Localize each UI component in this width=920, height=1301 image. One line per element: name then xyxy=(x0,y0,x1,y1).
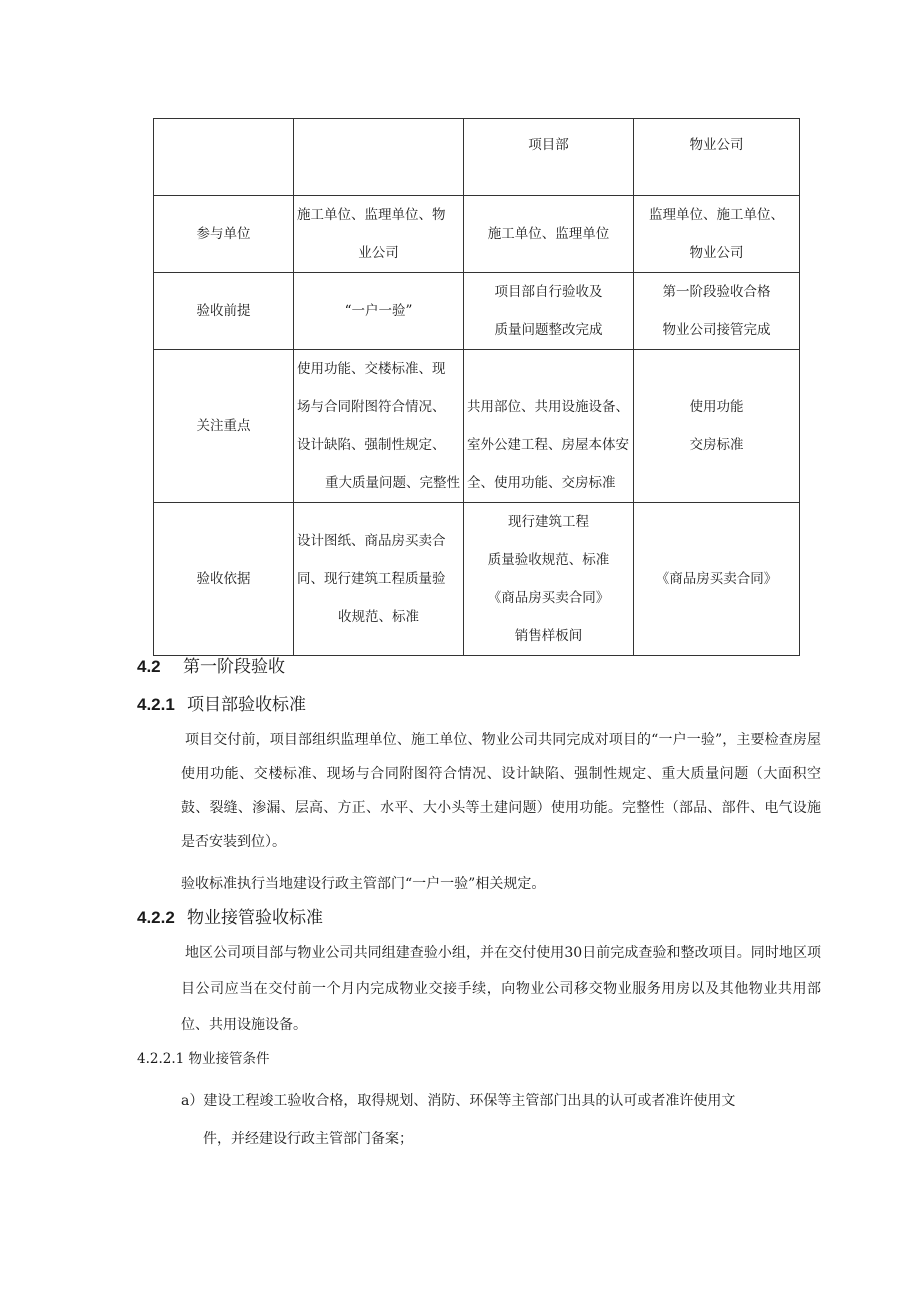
table-row xyxy=(154,350,800,503)
list-item-a xyxy=(181,1082,811,1158)
cell-line: 设计缺陷、强制性规定、 xyxy=(297,437,446,453)
table-header-row xyxy=(154,119,800,196)
table-cell xyxy=(294,196,464,273)
cell-line: “一户一验” xyxy=(344,303,413,319)
cell-line: 施工单位、监理单位、物 xyxy=(297,207,446,223)
row-label: 参与单位 xyxy=(154,196,294,273)
table-cell xyxy=(294,273,464,350)
cell-line: 销售样板间 xyxy=(514,628,583,644)
section-number: 4.2.2 xyxy=(137,908,175,927)
row-label: 验收依据 xyxy=(154,503,294,656)
section-heading-4-2-1 xyxy=(137,690,306,715)
table-cell xyxy=(634,350,800,503)
cell-line: 监理单位、施工单位、 xyxy=(649,207,784,223)
cell-line: 施工单位、监理单位 xyxy=(487,226,610,242)
acceptance-table xyxy=(153,118,800,656)
paragraph-4-2-2-body: 地区公司项目部与物业公司共同组建查验小组，并在交付使用30日前完成查验和整改项目。同时地区项目公司应当在交付前一个月内完成物业交接手续，向物业公司移交物业服务用房以及其他物业共用部位、共用设施设备。 xyxy=(181,945,821,1033)
cell-line: 室外公建工程、房屋本体安 xyxy=(467,437,629,453)
row-label: 关注重点 xyxy=(154,350,294,503)
cell-line: 场与合同附图符合情况、 xyxy=(297,399,446,415)
table-cell xyxy=(634,503,800,656)
cell-line: 同、现行建筑工程质量验 xyxy=(297,571,446,587)
table-row xyxy=(154,273,800,350)
header-cell-1 xyxy=(154,119,294,196)
cell-line: 业公司 xyxy=(358,245,399,261)
cell-line: 使用功能、交楼标准、现 xyxy=(297,361,446,377)
cell-line: 物业公司接管完成 xyxy=(662,322,771,338)
table-cell xyxy=(634,196,800,273)
cell-line: 使用功能 xyxy=(689,399,744,415)
cell-line: 项目部自行验收及 xyxy=(494,284,603,300)
cell-line: 交房标准 xyxy=(689,437,744,453)
cell-line: 设计图纸、商品房买卖合 xyxy=(297,533,446,549)
cell-line: 全、使用功能、交房标准 xyxy=(467,475,616,491)
row-label: 验收前提 xyxy=(154,273,294,350)
cell-line: 质量验收规范、标准 xyxy=(487,552,610,568)
cell-line: 《商品房买卖合同》 xyxy=(487,590,610,606)
section-heading-4-2 xyxy=(137,652,285,677)
cell-line: 《商品房买卖合同》 xyxy=(655,571,778,587)
list-item-line: a）建设工程竣工验收合格，取得规划、消防、环保等主管部门出具的认可或者准许使用文 xyxy=(181,1093,736,1109)
list-item-line: 件，并经建设行政主管部门备案； xyxy=(203,1131,413,1147)
table-cell xyxy=(294,350,464,503)
cell-line: 物业公司 xyxy=(689,245,744,261)
section-title: 第一阶段验收 xyxy=(183,657,285,676)
table-cell xyxy=(294,503,464,656)
cell-line: 第一阶段验收合格 xyxy=(662,284,771,300)
cell-line: 质量问题整改完成 xyxy=(494,322,603,338)
cell-line: 共用部位、共用设施设备、 xyxy=(467,399,629,415)
paragraph-4-2-1-rule: 验收标准执行当地建设行政主管部门“一户一验”相关规定。 xyxy=(181,876,546,892)
table-row xyxy=(154,503,800,656)
section-heading-4-2-2 xyxy=(137,903,323,928)
table-cell xyxy=(464,273,634,350)
cell-line: 现行建筑工程 xyxy=(508,514,589,530)
cell-line: 重大质量问题、完整性 xyxy=(325,475,460,491)
table-row xyxy=(154,196,800,273)
header-cell-2 xyxy=(294,119,464,196)
table-cell xyxy=(464,503,634,656)
section-title: 项目部验收标准 xyxy=(187,695,306,714)
table-cell xyxy=(464,196,634,273)
header-cell-property-company: 物业公司 xyxy=(634,119,800,196)
cell-line: 收规范、标准 xyxy=(338,609,419,625)
table-cell xyxy=(464,350,634,503)
paragraph-4-2-1-body: 项目交付前，项目部组织监理单位、施工单位、物业公司共同完成对项目的“一户一验”，主要检查房屋使用功能、交楼标准、现场与合同附图符合情况、设计缺陷、强制性规定、重大质量问题（大面积空鼓、裂缝、渗漏、层高、方正、水平、大小头等土建问题）使用功能。完整性（部品、部件、电气设施是否安装到位）。 xyxy=(181,732,821,850)
section-title: 物业接管验收标准 xyxy=(187,908,323,927)
table-cell xyxy=(634,273,800,350)
section-heading-4-2-2-1: 4.2.2.1 物业接管条件 xyxy=(137,1051,270,1067)
section-number: 4.2 xyxy=(137,657,161,676)
header-cell-project-dept: 项目部 xyxy=(464,119,634,196)
section-number: 4.2.1 xyxy=(137,695,175,714)
